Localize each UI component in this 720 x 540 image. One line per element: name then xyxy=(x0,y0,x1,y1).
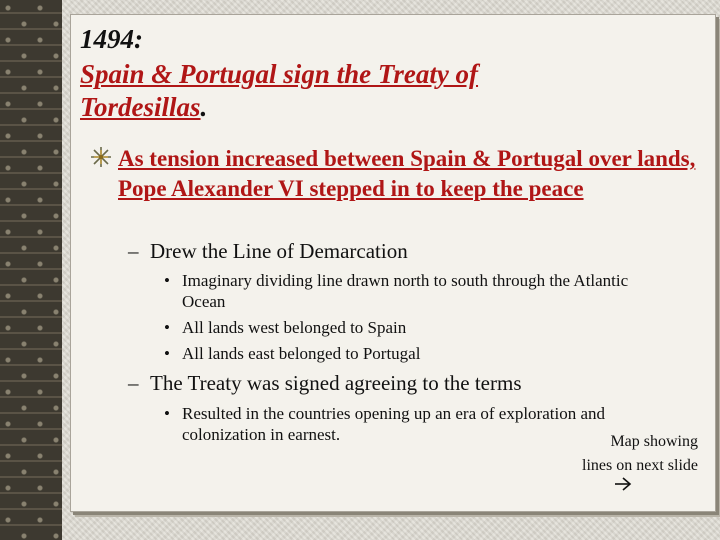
decorative-border-strip xyxy=(0,0,62,540)
detail-point-text: All lands east belonged to Portugal xyxy=(182,344,421,363)
detail-point xyxy=(164,270,664,312)
detail-point-text: Imaginary dividing line drawn north to south through the Atlantic Ocean xyxy=(182,271,629,311)
sub-point-treaty-signed xyxy=(128,370,688,396)
sub-point-text: The Treaty was signed agreeing to the terms xyxy=(150,371,522,395)
right-arrow-icon[interactable] xyxy=(614,476,632,492)
title-period: . xyxy=(200,92,208,122)
detail-point-text: All lands west belonged to Spain xyxy=(182,318,407,337)
title-line-2: Tordesillas xyxy=(80,92,201,122)
map-note xyxy=(548,430,698,478)
sub-point-text: Drew the Line of Demarcation xyxy=(150,239,408,263)
title-line-1: Spain & Portugal sign the Treaty of xyxy=(80,59,479,89)
title-year: 1494: xyxy=(80,24,143,54)
bullet-dot: • xyxy=(164,344,170,363)
dash-marker: – xyxy=(128,239,139,263)
bullet-dot: • xyxy=(164,318,170,337)
map-note-line-2: lines on next slide xyxy=(582,457,698,474)
slide-title xyxy=(80,58,640,124)
dash-marker: – xyxy=(128,371,139,395)
detail-point xyxy=(164,343,664,364)
bullet-dot: • xyxy=(164,404,170,423)
detail-point-text: Resulted in the countries opening up an era of exploration and colonization in earnest. xyxy=(182,404,605,444)
sub-point-line-of-demarcation xyxy=(128,238,688,264)
starburst-bullet-icon xyxy=(90,146,112,168)
main-bullet-text: As tension increased between Spain & Portugal over lands, Pope Alexander VI stepped in to keep the peace xyxy=(118,146,696,201)
detail-point xyxy=(164,317,664,338)
bullet-dot: • xyxy=(164,271,170,290)
map-note-line-1: Map showing xyxy=(610,433,698,450)
